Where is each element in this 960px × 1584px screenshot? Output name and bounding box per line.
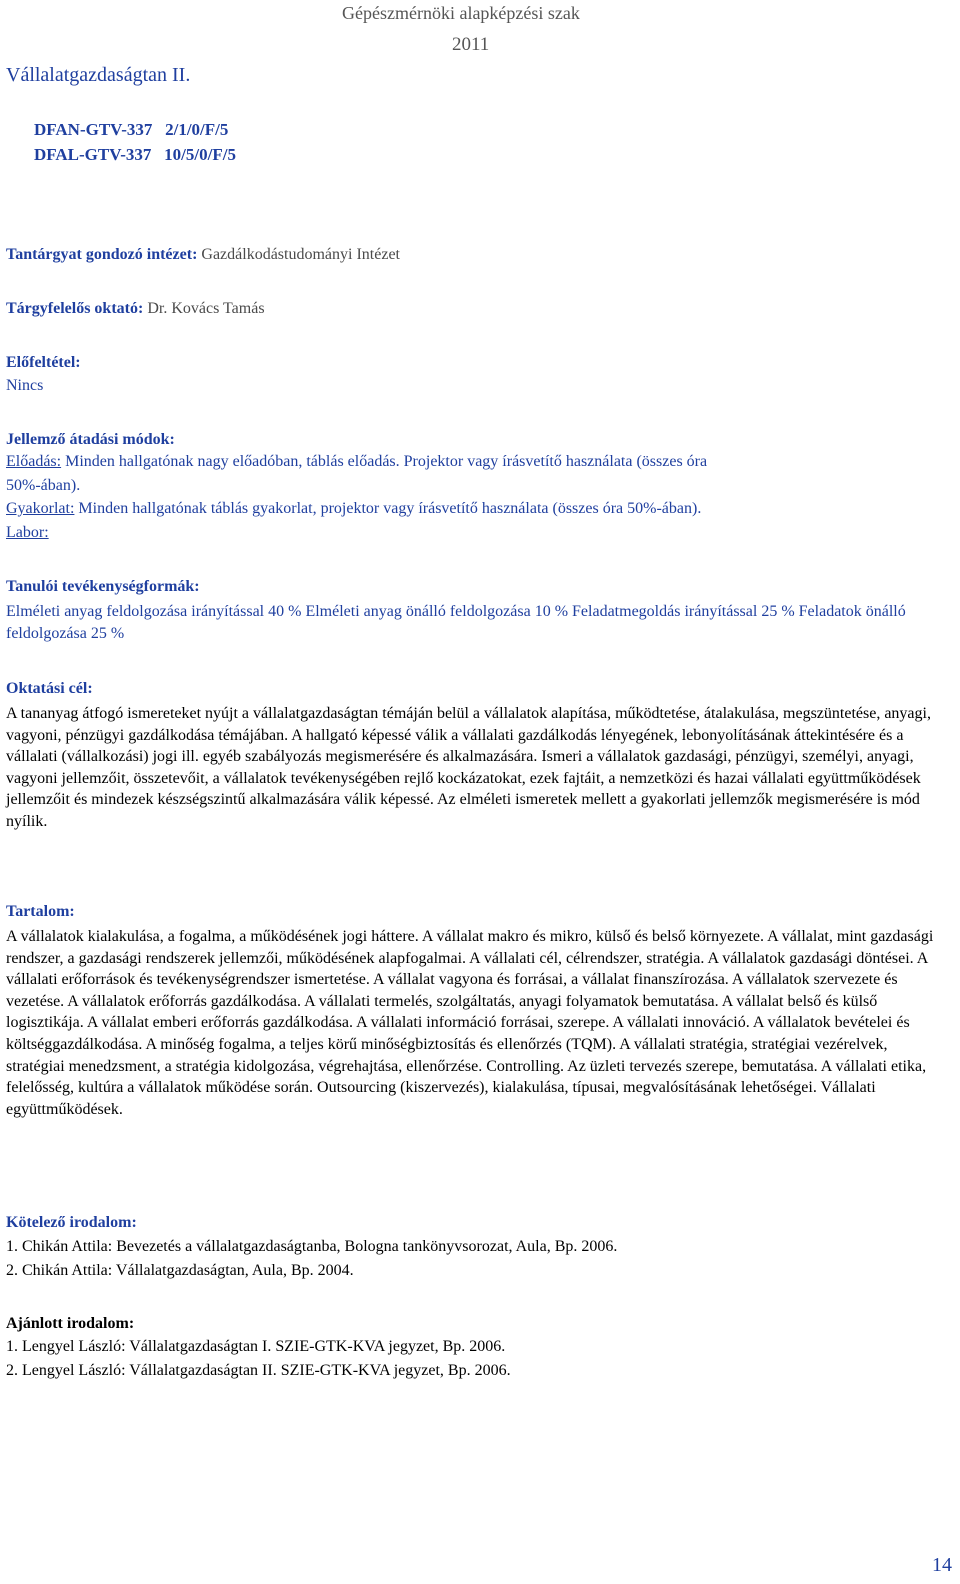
goal-text: A tananyag átfogó ismereteket nyújt a vállalatgazdaságtan témáján belül a vállalatok alapítása, működtetése, átalakulása, megszüntetése, anyagi, vagyoni, pénzügyi gazdálkodása témájában. A hallgató képessé válik a vállalati gazdálkodás lényegének, lebonyolításának áttekintésére és a vállalati (vállalkozási) jogi ill. egyéb szabályozás megismerésére és alkalmazására. Ismeri a vállalatok gazdasági, pénzügyi, személyi, anyagi, vagyoni jellemzőit, összetevőit, a vállalatok tevékenységében rejlő kockázatokat, ezek fajtáit, a nemzetközi és hazai vállalati együttműködések jellemzőit és mindezek készségszintű alkalmazására válik képessé. Az elméleti ismeretek mellett a gyakorlati jellemzők megismerésére is mód nyílik. [6, 705, 931, 830]
responsible-value: Dr. Kovács Tamás [143, 300, 265, 317]
institute-value: Gazdálkodástudományi Intézet [197, 246, 400, 263]
course-code-full-time: DFAN-GTV-337 2/1/0/F/5 [34, 120, 229, 139]
goal-label: Oktatási cél: [6, 680, 93, 697]
lab-label: Labor: [6, 524, 49, 541]
year-header: 2011 [452, 34, 490, 55]
responsible-label: Tárgyfelelős oktató: [6, 300, 144, 317]
prerequisite-value: Nincs [6, 377, 44, 394]
program-header: Gépészmérnöki alapképzési szak [342, 3, 580, 23]
recommended-lit-item-2: 2. Lengyel László: Vállalatgazdaságtan II. SZIE-GTK-KVA jegyzet, Bp. 2006. [6, 1362, 511, 1379]
required-lit-item-1: 1. Chikán Attila: Bevezetés a vállalatgazdaságtanba, Bologna tankönyvsorozat, Aula, Bp. 2006. [6, 1238, 618, 1255]
lecture-text: Minden hallgatónak nagy előadóban, táblás előadás. Projektor vagy írásvetítő használata (összes óra [61, 453, 708, 470]
lecture-line [6, 453, 707, 471]
activities-text: Elméleti anyag feldolgozása irányítással 40 % Elméleti anyag önálló feldolgozása 10 % Feladatmegoldás irányítással 25 % Feladatok önálló feldolgozása 25 % [6, 603, 906, 642]
practice-label: Gyakorlat: [6, 500, 75, 517]
course-code-correspondence: DFAL-GTV-337 10/5/0/F/5 [34, 145, 236, 164]
content-text: A vállalatok kialakulása, a fogalma, a működésének jogi háttere. A vállalat makro és mikro, külső és belső környezete. A vállalat, mint gazdasági rendszer, a gazdasági rendszerek jellemzői, működésének alapfogalmai. A vállalati cél, célrendszer, stratégia. A vállalatok gazdasági döntései. A vállalati erőforrások és tevékenységrendszer ismertetése. A vállalat vagyona és forrásai, a vállalat finanszírozása. A vállalatok szervezete és vezetése. A vállalatok erőforrás gazdálkodása. A vállalati termelés, szolgáltatás, anyagi folyamatok bemutatása. A vállalat belső és külső logisztikája. A vállalat emberi erőforrás gazdálkodása. A vállalati információ forrásai, szerepe. A vállalati innováció. A vállalatok bevételei és költséggazdálkodása. A minőség fogalma, a teljes körű minőségbiztosítás és ellenőrzés (TQM). A vállalati stratégia, stratégiai vezérelvek, stratégiai menedzsment, a stratégia kidolgozása, végrehajtása, ellenőrzése. Controlling. Az üzleti tervezés szerepe, bemutatása. A vállalati etika, felelősség, kultúra a vállalatok működése során. Outsourcing (kiszervezés), kialakulása, típusai, megvalósításának lehetőségei. Vállalati együttműködések. [6, 928, 934, 1118]
lecture-text-cont: 50%-ában). [6, 477, 81, 494]
recommended-lit-item-1: 1. Lengyel László: Vállalatgazdaságtan I. SZIE-GTK-KVA jegyzet, Bp. 2006. [6, 1338, 506, 1355]
required-lit-item-2: 2. Chikán Attila: Vállalatgazdaságtan, Aula, Bp. 2004. [6, 1262, 354, 1279]
page-number: 14 [932, 1554, 952, 1576]
recommended-lit-label: Ajánlott irodalom: [6, 1315, 135, 1332]
lab-line [6, 524, 49, 542]
delivery-label: Jellemző átadási módok: [6, 431, 175, 448]
required-lit-label: Kötelező irodalom: [6, 1214, 137, 1231]
lecture-label: Előadás: [6, 453, 62, 470]
practice-text: Minden hallgatónak táblás gyakorlat, projektor vagy írásvetítő használata (összes óra 50%-ában). [74, 500, 702, 517]
activities-label: Tanulói tevékenységformák: [6, 578, 200, 595]
content-label: Tartalom: [6, 903, 75, 920]
subject-title: Vállalatgazdaságtan II. [6, 64, 191, 86]
practice-line [6, 500, 701, 518]
prerequisite-label: Előfeltétel: [6, 354, 81, 371]
responsible-line [6, 300, 265, 318]
institute-line [6, 246, 400, 264]
institute-label: Tantárgyat gondozó intézet: [6, 246, 198, 263]
